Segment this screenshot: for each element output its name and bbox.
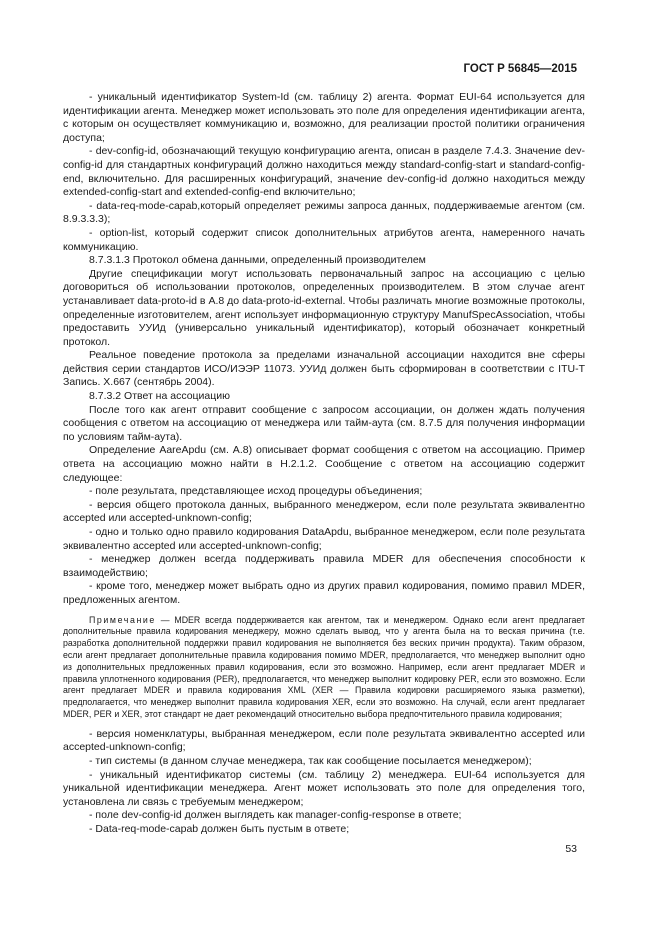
list-item: - версия номенклатуры, выбранная менеджером, если поле результата эквивалентно accepted или accepted-unknown-config; — [63, 727, 585, 754]
page-number: 53 — [565, 843, 577, 855]
list-item: - тип системы (в данном случае менеджера, так как сообщение посылается менеджером); — [89, 754, 532, 767]
list-item: - поле dev-config-id должен выглядеть как manager-config-response в ответе; — [89, 809, 462, 822]
standard-header: ГОСТ Р 56845—2015 — [463, 63, 577, 75]
list-item: - поле результата, представляющее исход процедуры объединения; — [89, 485, 423, 498]
paragraph: Определение AareApdu (см. А.8) описывает формат сообщения с ответом на ассоциацию. Пример ответа на ассоциацию можно найти в Н.2.1.2. Сообщение с ответом на ассоциацию содержит следующее: — [63, 444, 585, 484]
paragraph: Реальное поведение протокола за пределами изначальной ассоциации находится вне сферы действия серии стандартов ИСО/ИЭЭР 11073. УУИд должен быть сформирован в соответствии с ITU-T Запись. X.667 (сентябрь 2004). — [63, 349, 585, 389]
list-item: - одно и только одно правило кодирования DataApdu, выбранное менеджером, если поле результата эквивалентно accepted или accepted-unknown-config; — [63, 526, 585, 552]
list-item: - менеджер должен всегда поддерживать правила MDER для обеспечения способности к взаимодействию; — [63, 553, 585, 579]
section-heading: 8.7.3.2 Ответ на ассоциацию — [89, 390, 231, 403]
note-text: — MDER всегда поддерживается как агентом, так и менеджером. Однако если агент предлагает дополнительные правила кодирования менеджеру, можно сделать вывод, что у агента была на то веская причина (т.е. разработка дополнительной поддержки правил кодирования не выполняется без веских причин продукта). Таким образом, если агент предлагает дополнительные правила кодирования помимо MDER, предполагается, что менеджер выполнит одно из дополнительных предложенных правил кодирования, если это возможно. Например, если агент предлагает MDER и правила уплотненного кодирования (PER), предполагается, что менеджер выполнит кодировку PER, если это возможно. Если агент предлагает MDER и правила кодирования XML (XER — Правила кодировки расширяемого языка разметки), предполагается, что менеджер выполнит правила кодирования XER, если это возможно. На случай, если агент предлагает MDER, PER и XER, этот стандарт не дает рекомендаций относительно выбора предпочтительного правила кодирования; — [63, 614, 585, 719]
paragraph: - option-list, который содержит список дополнительных атрибутов агента, намеренного начать коммуникацию. — [63, 226, 585, 253]
note-label: Примечание — [89, 614, 156, 625]
section-heading: 8.7.3.1.3 Протокол обмена данными, определенный производителем — [89, 254, 426, 267]
list-item: - версия общего протокола данных, выбранного менеджером, если поле результата эквивалентно accepted или accepted-unknown-config; — [63, 498, 585, 525]
paragraph: После того как агент отправит сообщение с запросом ассоциации, он должен ждать получения сообщения с ответом на ассоциацию от менеджера или тайм-аута (см. 8.7.5 для получения информации по условиям тайм-аута). — [63, 403, 585, 443]
note-block — [63, 615, 585, 721]
paragraph: Другие спецификации могут использовать первоначальный запрос на ассоциацию с целью договориться об использовании протоколов, определенных производителем. В этом случае агент устанавливает data-proto-id в А.8 до data-proto-id-external. Чтобы различать многие возможные протоколы, определенные изготовителем, агент использует информационную структуру ManufSpecAssociation, чтобы предоставить УУИд (универсально уникальный идентификатор), который обозначает конкретный протокол. — [63, 267, 585, 348]
list-item: - уникальный идентификатор системы (см. таблицу 2) менеджера. EUI-64 используется для уникальной идентификации менеджера. Агент может использовать это поле для определения того, установлена ли связь с требуемым менеджером; — [63, 768, 585, 808]
paragraph: - data-req-mode-capab,который определяет режимы запроса данных, поддерживаемые агентом (см. 8.9.3.3.3); — [63, 199, 585, 226]
list-item: - Data-req-mode-capab должен быть пустым в ответе; — [89, 822, 350, 835]
paragraph: - dev-config-id, обозначающий текущую конфигурацию агента, описан в разделе 7.4.3. Значение dev-config-id для стандартных конфигураций должно находиться между standard-config-start и standard-config-end, включительно. Для расширенных конфигураций, значение dev-config-id должно находиться между extended-config-start and extended-config-end включительно; — [63, 145, 585, 199]
document-body — [63, 91, 585, 836]
paragraph: - уникальный идентификатор System-Id (см. таблицу 2) агента. Формат EUI-64 используется для идентификации агента. Менеджер может использовать это поле для определения идентификации агента, с которым он осуществляет коммуникацию и, возможно, для реализации простой политики ограничения доступа; — [63, 91, 585, 144]
list-item: - кроме того, менеджер может выбрать одно из других правил кодирования, помимо правил MDER, предложенных агентом. — [63, 580, 585, 606]
